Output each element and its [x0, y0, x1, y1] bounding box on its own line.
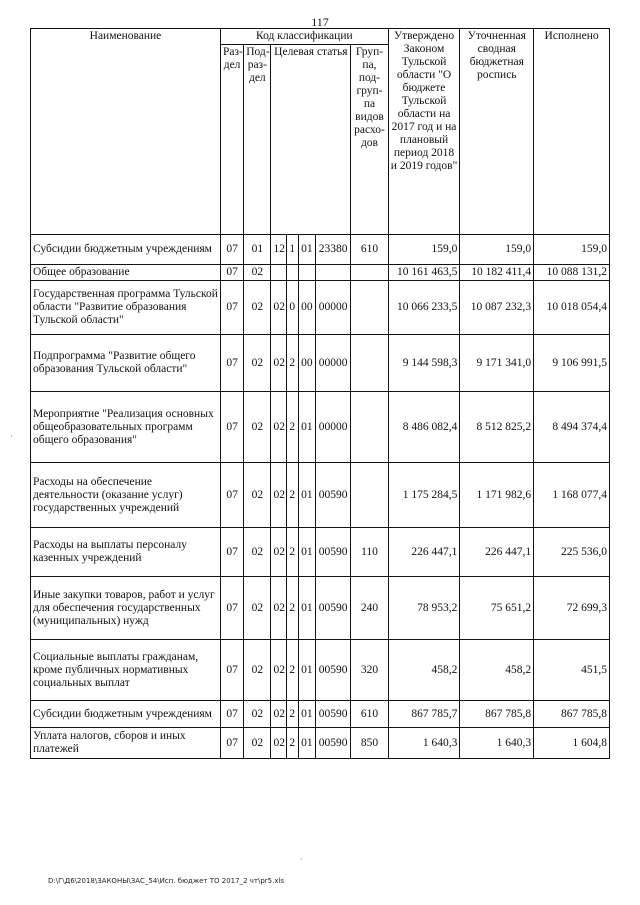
row-executed: 1 168 077,4 — [534, 463, 610, 528]
row-executed: 72 699,3 — [534, 577, 610, 640]
scan-dot: · — [300, 855, 303, 864]
row-executed: 451,5 — [534, 640, 610, 701]
row-target-subprogram: 2 — [286, 577, 298, 640]
row-target-direction — [315, 265, 350, 281]
row-target-measure: 00 — [298, 281, 315, 335]
header-group: Груп-па, под-груп-па видов расхо-дов — [351, 45, 388, 235]
row-target-subprogram: 0 — [286, 281, 298, 335]
row-name: Социальные выплаты гражданам, кроме публичных нормативных социальных выплат — [31, 640, 221, 701]
row-razdel: 07 — [220, 528, 243, 577]
row-executed: 159,0 — [534, 235, 610, 265]
row-expense-group: 110 — [351, 528, 388, 577]
row-name: Иные закупки товаров, работ и услуг для обеспечения государственных (муниципальных) нужд — [31, 577, 221, 640]
row-approved: 159,0 — [388, 235, 460, 265]
row-name: Субсидии бюджетным учреждениям — [31, 701, 221, 728]
row-razdel: 07 — [220, 281, 243, 335]
row-razdel: 07 — [220, 335, 243, 392]
header-razdel: Раз-дел — [220, 45, 243, 235]
row-podrazdel: 02 — [244, 392, 271, 463]
row-target-measure: 01 — [298, 392, 315, 463]
row-executed: 867 785,8 — [534, 701, 610, 728]
row-refined: 75 651,2 — [460, 577, 534, 640]
row-expense-group — [351, 463, 388, 528]
row-approved: 9 144 598,3 — [388, 335, 460, 392]
table-row — [31, 392, 610, 463]
row-target-subprogram — [286, 265, 298, 281]
row-podrazdel: 02 — [244, 335, 271, 392]
row-executed: 9 106 991,5 — [534, 335, 610, 392]
row-target-direction: 00000 — [315, 392, 350, 463]
row-approved: 867 785,7 — [388, 701, 460, 728]
table-row — [31, 728, 610, 759]
row-target-subprogram: 2 — [286, 392, 298, 463]
row-target-program: 02 — [271, 701, 286, 728]
table-row — [31, 265, 610, 281]
row-executed: 225 536,0 — [534, 528, 610, 577]
row-approved: 78 953,2 — [388, 577, 460, 640]
row-target-measure: 00 — [298, 335, 315, 392]
row-approved: 10 066 233,5 — [388, 281, 460, 335]
row-expense-group: 850 — [351, 728, 388, 759]
row-target-subprogram: 2 — [286, 701, 298, 728]
row-refined: 867 785,8 — [460, 701, 534, 728]
table-row — [31, 235, 610, 265]
row-target-measure: 01 — [298, 701, 315, 728]
table-row — [31, 577, 610, 640]
row-target-subprogram: 2 — [286, 335, 298, 392]
row-target-direction: 00590 — [315, 701, 350, 728]
row-approved: 226 447,1 — [388, 528, 460, 577]
row-executed: 10 018 054,4 — [534, 281, 610, 335]
row-refined: 458,2 — [460, 640, 534, 701]
row-target-subprogram: 2 — [286, 463, 298, 528]
row-podrazdel: 02 — [244, 640, 271, 701]
row-approved: 8 486 082,4 — [388, 392, 460, 463]
row-target-program: 02 — [271, 335, 286, 392]
row-expense-group: 320 — [351, 640, 388, 701]
row-refined: 1 640,3 — [460, 728, 534, 759]
row-target-program: 02 — [271, 728, 286, 759]
row-target-program: 12 — [271, 235, 286, 265]
row-name: Подпрограмма "Развитие общего образования Тульской области" — [31, 335, 221, 392]
table-row — [31, 701, 610, 728]
row-name: Общее образование — [31, 265, 221, 281]
row-expense-group — [351, 281, 388, 335]
row-target-direction: 00590 — [315, 577, 350, 640]
row-name: Мероприятие "Реализация основных общеобразовательных программ общего образования" — [31, 392, 221, 463]
row-target-program: 02 — [271, 577, 286, 640]
row-podrazdel: 01 — [244, 235, 271, 265]
row-target-direction: 00000 — [315, 281, 350, 335]
row-target-program — [271, 265, 286, 281]
row-podrazdel: 02 — [244, 577, 271, 640]
row-razdel: 07 — [220, 701, 243, 728]
header-code-group: Код классификации — [220, 29, 388, 45]
header-approved: Утверждено Законом Тульской области "О бюджете Тульской области на 2017 год и на плановый период 2018 и 2019 годов" — [388, 29, 460, 235]
row-approved: 458,2 — [388, 640, 460, 701]
row-podrazdel: 02 — [244, 265, 271, 281]
budget-table — [30, 28, 610, 759]
row-refined: 159,0 — [460, 235, 534, 265]
row-podrazdel: 02 — [244, 728, 271, 759]
page-number: 117 — [311, 15, 329, 29]
table-row — [31, 640, 610, 701]
row-name: Государственная программа Тульской области "Развитие образования Тульской области" — [31, 281, 221, 335]
row-podrazdel: 02 — [244, 463, 271, 528]
row-approved: 10 161 463,5 — [388, 265, 460, 281]
scan-dot: · — [10, 432, 13, 441]
header-executed: Исполнено — [534, 29, 610, 235]
row-refined: 10 182 411,4 — [460, 265, 534, 281]
row-target-program: 02 — [271, 528, 286, 577]
row-target-measure: 01 — [298, 728, 315, 759]
row-name: Субсидии бюджетным учреждениям — [31, 235, 221, 265]
row-target-direction: 00000 — [315, 335, 350, 392]
row-razdel: 07 — [220, 640, 243, 701]
row-target-measure: 01 — [298, 528, 315, 577]
row-target-program: 02 — [271, 392, 286, 463]
row-refined: 9 171 341,0 — [460, 335, 534, 392]
file-path-footer: D:\Г\Д6\2018\ЗАКОНЫ\ЗАС_54\Исп. бюджет ТО 2017_2 чт\pr5.xls — [48, 877, 285, 885]
row-razdel: 07 — [220, 577, 243, 640]
row-executed: 10 088 131,2 — [534, 265, 610, 281]
row-refined: 226 447,1 — [460, 528, 534, 577]
row-target-direction: 23380 — [315, 235, 350, 265]
row-executed: 1 604,8 — [534, 728, 610, 759]
table-row — [31, 281, 610, 335]
row-target-direction: 00590 — [315, 640, 350, 701]
row-expense-group: 240 — [351, 577, 388, 640]
row-target-measure: 01 — [298, 577, 315, 640]
row-name: Уплата налогов, сборов и иных платежей — [31, 728, 221, 759]
row-name: Расходы на выплаты персоналу казенных учреждений — [31, 528, 221, 577]
row-podrazdel: 02 — [244, 528, 271, 577]
row-target-program: 02 — [271, 463, 286, 528]
row-approved: 1 175 284,5 — [388, 463, 460, 528]
row-podrazdel: 02 — [244, 281, 271, 335]
row-target-subprogram: 1 — [286, 235, 298, 265]
header-target: Целевая статья — [271, 45, 351, 235]
row-target-direction: 00590 — [315, 728, 350, 759]
header-refined: Уточненная сводная бюджетная роспись — [460, 29, 534, 235]
row-expense-group: 610 — [351, 701, 388, 728]
row-expense-group — [351, 265, 388, 281]
table-row — [31, 335, 610, 392]
header-name: Наименование — [31, 29, 221, 235]
row-target-direction: 00590 — [315, 528, 350, 577]
row-target-subprogram: 2 — [286, 528, 298, 577]
row-razdel: 07 — [220, 265, 243, 281]
row-razdel: 07 — [220, 235, 243, 265]
row-target-measure: 01 — [298, 640, 315, 701]
row-executed: 8 494 374,4 — [534, 392, 610, 463]
row-expense-group — [351, 392, 388, 463]
row-razdel: 07 — [220, 463, 243, 528]
row-expense-group: 610 — [351, 235, 388, 265]
row-refined: 8 512 825,2 — [460, 392, 534, 463]
table-row — [31, 528, 610, 577]
table-row — [31, 463, 610, 528]
row-target-subprogram: 2 — [286, 640, 298, 701]
row-podrazdel: 02 — [244, 701, 271, 728]
row-target-measure: 01 — [298, 235, 315, 265]
row-approved: 1 640,3 — [388, 728, 460, 759]
row-razdel: 07 — [220, 728, 243, 759]
row-target-program: 02 — [271, 281, 286, 335]
row-target-measure — [298, 265, 315, 281]
row-expense-group — [351, 335, 388, 392]
row-name: Расходы на обеспечение деятельности (оказание услуг) государственных учреждений — [31, 463, 221, 528]
row-refined: 10 087 232,3 — [460, 281, 534, 335]
row-refined: 1 171 982,6 — [460, 463, 534, 528]
row-target-program: 02 — [271, 640, 286, 701]
row-target-direction: 00590 — [315, 463, 350, 528]
row-target-measure: 01 — [298, 463, 315, 528]
row-razdel: 07 — [220, 392, 243, 463]
row-target-subprogram: 2 — [286, 728, 298, 759]
header-podrazdel: Под-раз-дел — [244, 45, 271, 235]
